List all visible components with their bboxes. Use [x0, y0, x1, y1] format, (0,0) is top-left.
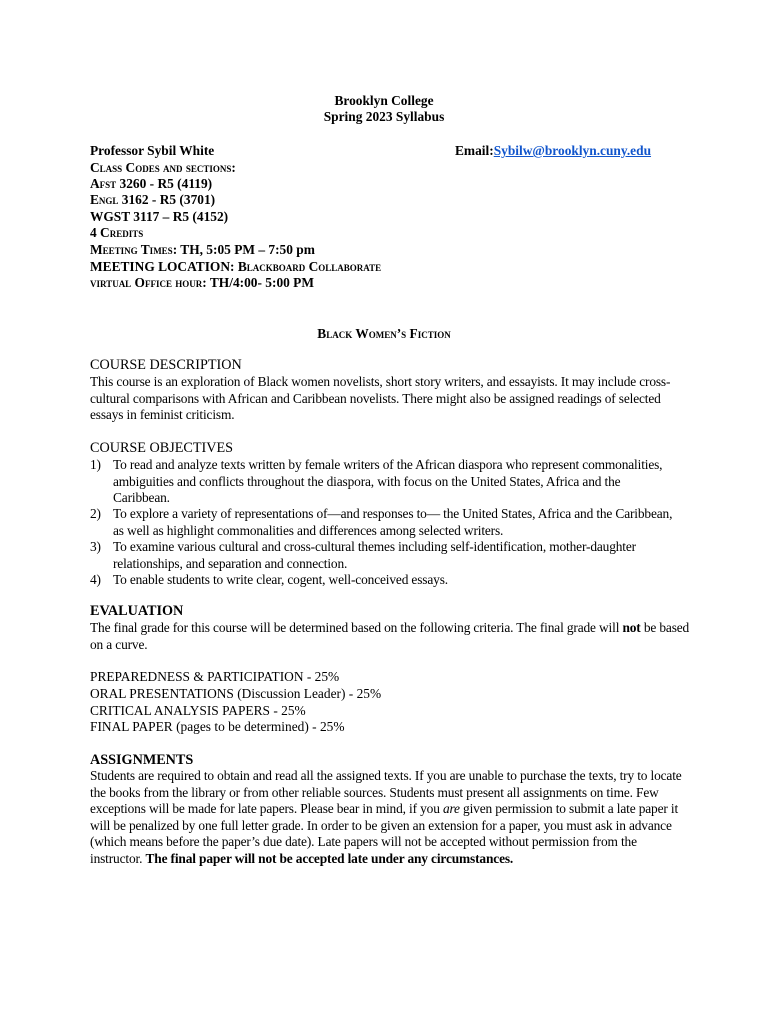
class-code-engl: Engl 3162 - R5 (3701) — [90, 192, 216, 207]
meeting-location — [90, 259, 381, 275]
course-description-text: This course is an exploration of Black women novelists, short story writers, and essayists. It may include cross-cultural comparisons with African and Caribbean novelists. There might also be assigned readings of selected essays in feminist criticism. — [90, 374, 671, 422]
course-description-heading: COURSE DESCRIPTION — [90, 357, 242, 373]
class-code-wgst: WGST 3117 – R5 (4152) — [90, 209, 229, 224]
meeting-times-value: TH, 5:05 PM – 7:50 pm — [177, 242, 315, 257]
objective-item — [90, 506, 680, 539]
objective-item — [90, 539, 680, 572]
assignments-text — [90, 768, 690, 867]
objective-number: 1) — [90, 457, 101, 472]
assignments-heading: ASSIGNMENTS — [90, 752, 194, 768]
assignments-final-note: The final paper will not be accepted late under any circumstances. — [145, 850, 514, 866]
meeting-location-label: MEETING LOCATION: — [90, 259, 235, 274]
objective-text: To explore a variety of representations of—and responses to— the United States, Africa and the Caribbean, as well as highlight commonalities and differences among selected writers. — [113, 506, 673, 538]
criteria-item: FINAL PAPER (pages to be determined) - 25% — [90, 719, 345, 734]
evaluation-text — [90, 620, 690, 653]
course-title: Black Women’s Fiction — [317, 326, 451, 341]
class-code-afst: Afst 3260 - R5 (4119) — [90, 176, 213, 191]
objective-text: To read and analyze texts written by female writers of the African diaspora who represent commonalities, ambiguities and conflicts throughout the diaspora, with focus on the United States, Africa and the Caribbean. — [113, 457, 663, 505]
objective-text: To enable students to write clear, cogent, well-conceived essays. — [113, 572, 448, 587]
office-hour-label: virtual Office hour: — [90, 275, 207, 290]
criteria-item: CRITICAL ANALYSIS PAPERS - 25% — [90, 703, 306, 718]
objective-item — [90, 572, 680, 589]
assignments-text-part: given permission to submit a late paper it will be penalized by one full letter grade. In order to be given an extension for a paper, you must ask in advance (which means before the paper’s due date). Late papers will not be accepted without permission from the instructor. — [90, 801, 679, 866]
objective-number: 4) — [90, 572, 101, 587]
email-label: Email: — [455, 143, 494, 158]
course-objectives-heading: COURSE OBJECTIVES — [90, 440, 234, 456]
objective-number: 3) — [90, 539, 101, 554]
assignments-text-part: Students are required to obtain and read all the assigned texts. If you are unable to purchase the texts, try to locate the books from the library or from other reliable sources. Students must present all assignments on time. Few exceptions will be made for late papers. Please bear in mind, if you — [90, 768, 682, 816]
email-line — [455, 143, 651, 159]
evaluation-text-part: be based on a curve. — [90, 620, 690, 652]
office-hour — [90, 275, 314, 291]
assignments-emphasis: are — [442, 801, 460, 816]
email-link[interactable]: Sybilw@brooklyn.cuny.edu — [493, 143, 652, 158]
evaluation-text-part: The final grade for this course will be determined based on the following criteria. The final grade will — [90, 620, 623, 635]
evaluation-emphasis: not — [622, 620, 641, 635]
criteria-item: ORAL PRESENTATIONS (Discussion Leader) - 25% — [90, 686, 382, 701]
office-hour-value: TH/4:00- 5:00 PM — [206, 275, 315, 290]
objective-number: 2) — [90, 506, 101, 521]
class-codes-label: Class Codes and sections: — [90, 160, 236, 175]
college-name: Brooklyn College — [334, 93, 434, 108]
objective-item — [90, 457, 680, 507]
professor-name: Professor Sybil White — [90, 143, 215, 158]
meeting-times-label: Meeting Times: — [90, 242, 178, 257]
objective-text: To examine various cultural and cross-cultural themes including self-identification, mother-daughter relationships, and separation and connection. — [113, 539, 636, 571]
meeting-times — [90, 242, 315, 258]
meeting-location-value: Blackboard Collaborate — [234, 259, 382, 274]
evaluation-heading: EVALUATION — [90, 603, 184, 619]
credits: 4 Credits — [90, 225, 144, 240]
syllabus-term: Spring 2023 Syllabus — [323, 109, 445, 124]
criteria-item: PREPAREDNESS & PARTICIPATION - 25% — [90, 669, 340, 684]
